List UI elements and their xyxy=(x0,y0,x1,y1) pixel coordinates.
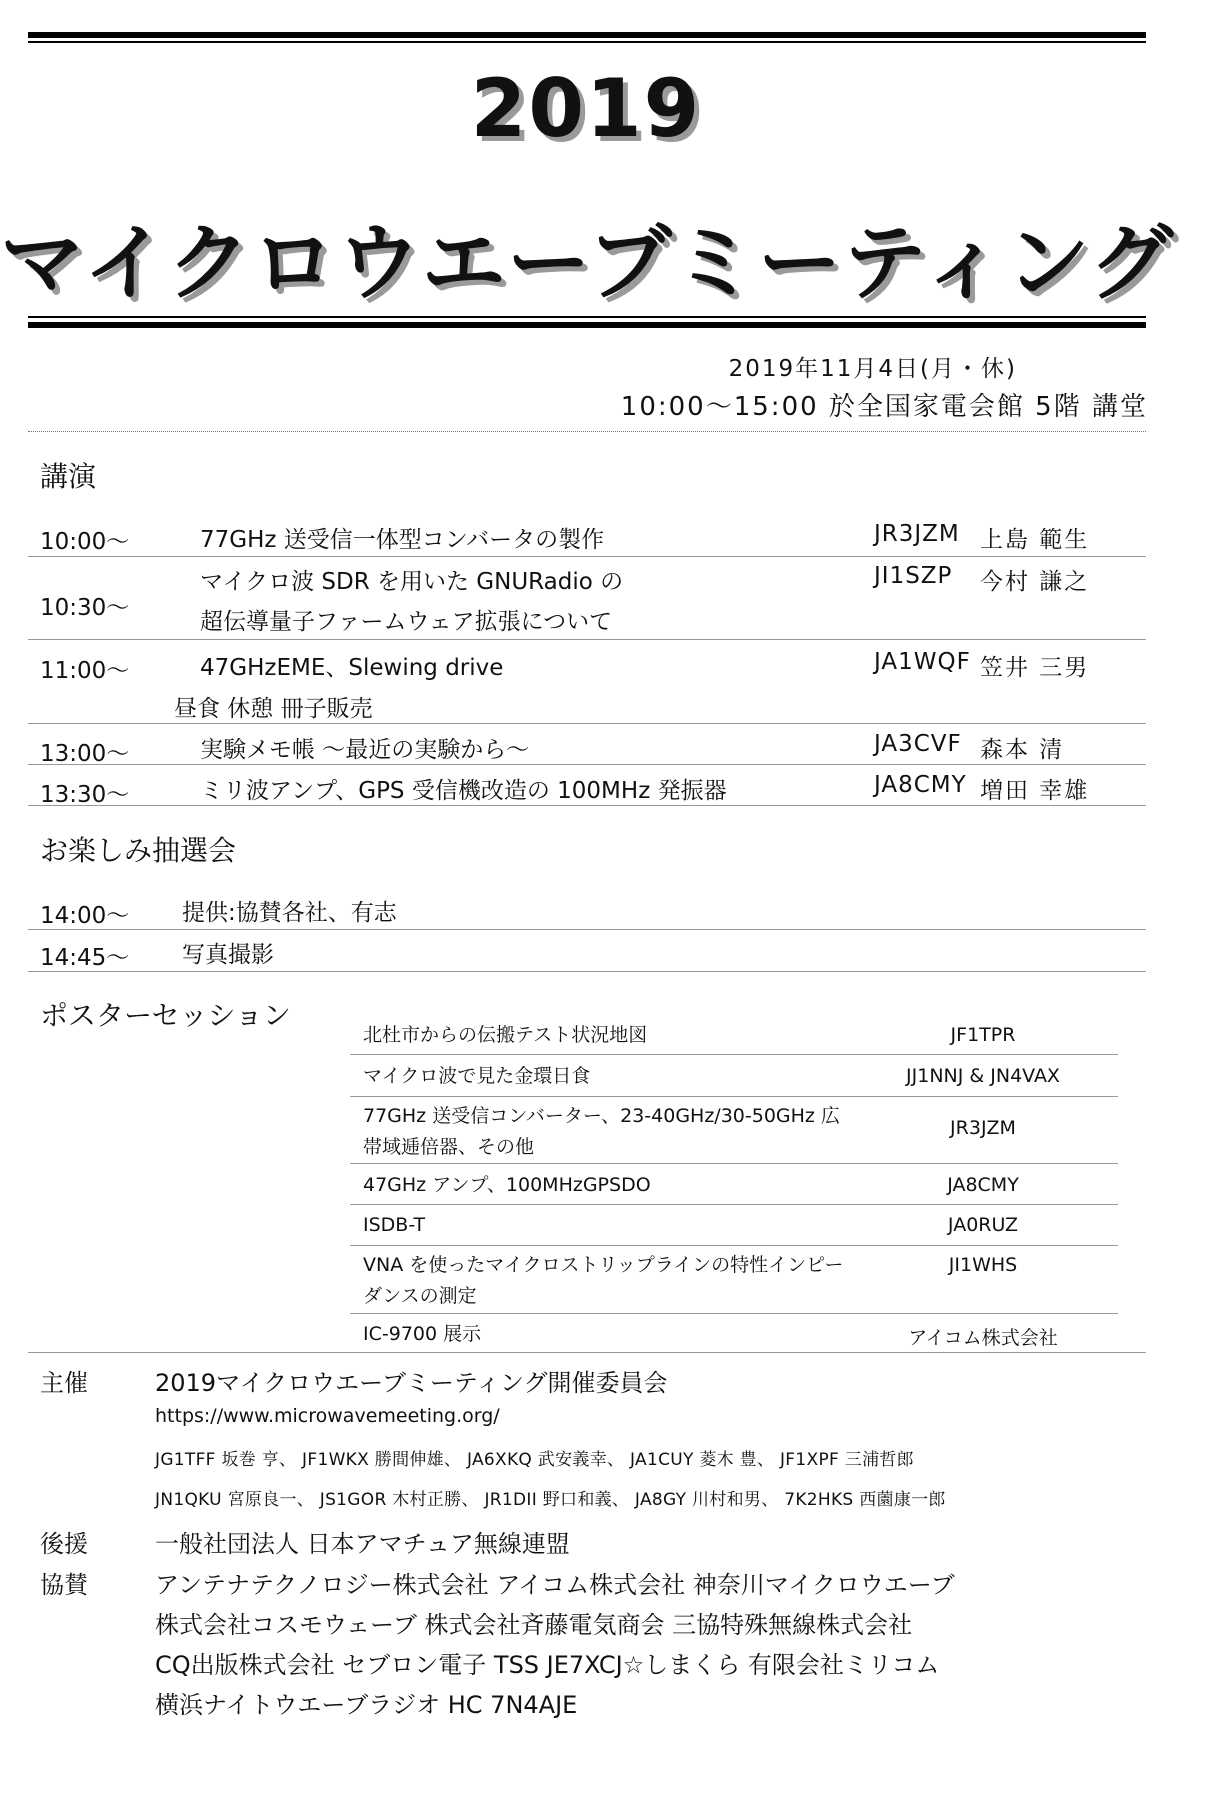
lecture-speaker: 上島 範生 xyxy=(980,527,1090,553)
row-separator xyxy=(28,1352,1146,1353)
lecture-speaker: 森本 清 xyxy=(980,737,1065,763)
lecture-title: マイクロ波 SDR を用いた GNURadio の xyxy=(200,569,624,595)
sponsor-label: 協賛 xyxy=(40,1571,88,1599)
lecture-title: 実験メモ帳 ～最近の実験から～ xyxy=(200,737,530,763)
lecture-callsign: JI1SZP xyxy=(874,563,953,589)
lecture-callsign: JA1WQF xyxy=(874,649,971,675)
support-org: 一般社団法人 日本アマチュア無線連盟 xyxy=(155,1530,570,1558)
poster-title: マイクロ波で見た金環日食 xyxy=(363,1065,591,1087)
row-separator xyxy=(28,556,1146,557)
poster-callsign: JJ1NNJ & JN4VAX xyxy=(906,1065,1060,1087)
lecture-time: 10:30～ xyxy=(40,595,130,621)
page-title: マイクロウエーブミーティング xyxy=(0,214,1175,312)
event-time-venue: 10:00～15:00 於全国家電会館 5階 講堂 xyxy=(620,392,1148,422)
poster-title: 77GHz 送受信コンバーター、23-40GHz/30-50GHz 広 xyxy=(363,1105,840,1127)
poster-heading: ポスターセッション xyxy=(40,999,291,1032)
committee-members: JG1TFF 坂巻 亨、 JF1WKX 勝間伸雄、 JA6XKQ 武安義幸、 JA1CUY 菱木 豊、 JF1XPF 三浦哲郎 xyxy=(155,1450,914,1470)
poster-title: ISDB-T xyxy=(363,1214,426,1236)
poster-separator xyxy=(350,1054,1118,1055)
lecture-callsign: JA8CMY xyxy=(874,772,967,798)
poster-callsign: JF1TPR xyxy=(950,1024,1016,1046)
lecture-title: 77GHz 送受信一体型コンバータの製作 xyxy=(200,527,605,553)
poster-title: IC-9700 展示 xyxy=(363,1323,482,1345)
lottery-text: 写真撮影 xyxy=(182,942,274,968)
poster-separator xyxy=(350,1313,1118,1314)
poster-title: 47GHz アンプ、100MHzGPSDO xyxy=(363,1174,651,1196)
poster-title: 北杜市からの伝搬テスト状況地図 xyxy=(363,1024,648,1046)
row-separator xyxy=(28,971,1146,972)
top-thin-rule xyxy=(28,41,1146,43)
organizer: 2019マイクロウエーブミーティング開催委員会 xyxy=(155,1369,668,1397)
lecture-time: 13:00～ xyxy=(40,741,130,767)
organizer-label: 主催 xyxy=(40,1369,88,1397)
committee-members: JN1QKU 宮原良一、 JS1GOR 木村正勝、 JR1DII 野口和義、 JA8GY 川村和男、 7K2HKS 西薗康一郎 xyxy=(155,1490,946,1510)
poster-separator xyxy=(350,1163,1118,1164)
lecture-time: 13:30～ xyxy=(40,782,130,808)
lecture-title: ミリ波アンプ、GPS 受信機改造の 100MHz 発振器 xyxy=(200,778,727,804)
lectures-heading: 講演 xyxy=(40,460,97,493)
poster-separator xyxy=(350,1245,1118,1246)
lecture-title-line2: 超伝導量子ファームウェア拡張について xyxy=(200,609,613,635)
top-thick-rule xyxy=(28,32,1146,38)
bottom-thin-rule xyxy=(28,316,1146,318)
sponsor-line: 横浜ナイトウエーブラジオ HC 7N4AJE xyxy=(155,1691,578,1719)
lecture-callsign: JA3CVF xyxy=(874,731,962,757)
lecture-time: 11:00～ xyxy=(40,658,130,684)
lunch-break: 昼食 休憩 冊子販売 xyxy=(174,696,373,722)
bottom-thick-rule xyxy=(28,322,1146,328)
event-date: 2019年11月4日(月・休) xyxy=(728,356,1017,382)
lottery-heading: お楽しみ抽選会 xyxy=(40,834,237,867)
row-separator xyxy=(28,639,1146,640)
sponsor-line: CQ出版株式会社 セブロン電子 TSS JE7XCJ☆しまくら 有限会社ミリコム xyxy=(155,1651,940,1679)
lottery-time: 14:00～ xyxy=(40,903,130,929)
lecture-speaker: 今村 謙之 xyxy=(980,569,1090,595)
sponsor-line: アンテナテクノロジー株式会社 アイコム株式会社 神奈川マイクロウエーブ xyxy=(155,1571,955,1599)
lecture-callsign: JR3JZM xyxy=(874,521,960,547)
poster-callsign: アイコム株式会社 xyxy=(908,1327,1058,1349)
lecture-time: 10:00～ xyxy=(40,529,130,555)
dotted-separator xyxy=(28,431,1146,432)
lottery-time: 14:45～ xyxy=(40,945,130,971)
support-label: 後援 xyxy=(40,1530,88,1558)
poster-separator xyxy=(350,1204,1118,1205)
title-year: 2019 xyxy=(470,62,702,155)
lecture-speaker: 笠井 三男 xyxy=(980,655,1090,681)
sponsor-line: 株式会社コスモウェーブ 株式会社斉藤電気商会 三協特殊無線株式会社 xyxy=(155,1611,913,1639)
row-separator xyxy=(28,764,1146,765)
row-separator xyxy=(28,929,1146,930)
poster-callsign: JA0RUZ xyxy=(947,1214,1019,1236)
poster-title-line2: ダンスの測定 xyxy=(363,1285,477,1307)
lecture-speaker: 増田 幸雄 xyxy=(980,778,1090,804)
poster-separator xyxy=(350,1096,1118,1097)
row-separator xyxy=(28,723,1146,724)
lottery-text: 提供:協賛各社、有志 xyxy=(182,900,397,926)
poster-callsign: JI1WHS xyxy=(948,1254,1018,1276)
lecture-title: 47GHzEME、Slewing drive xyxy=(200,655,504,681)
row-separator xyxy=(28,805,1146,806)
website-url[interactable]: https://www.microwavemeeting.org/ xyxy=(155,1405,500,1427)
poster-callsign: JA8CMY xyxy=(947,1174,1019,1196)
poster-callsign: JR3JZM xyxy=(950,1117,1016,1139)
poster-title: VNA を使ったマイクロストリップラインの特性インピー xyxy=(363,1254,844,1276)
poster-title-line2: 帯域逓倍器、その他 xyxy=(363,1136,535,1158)
